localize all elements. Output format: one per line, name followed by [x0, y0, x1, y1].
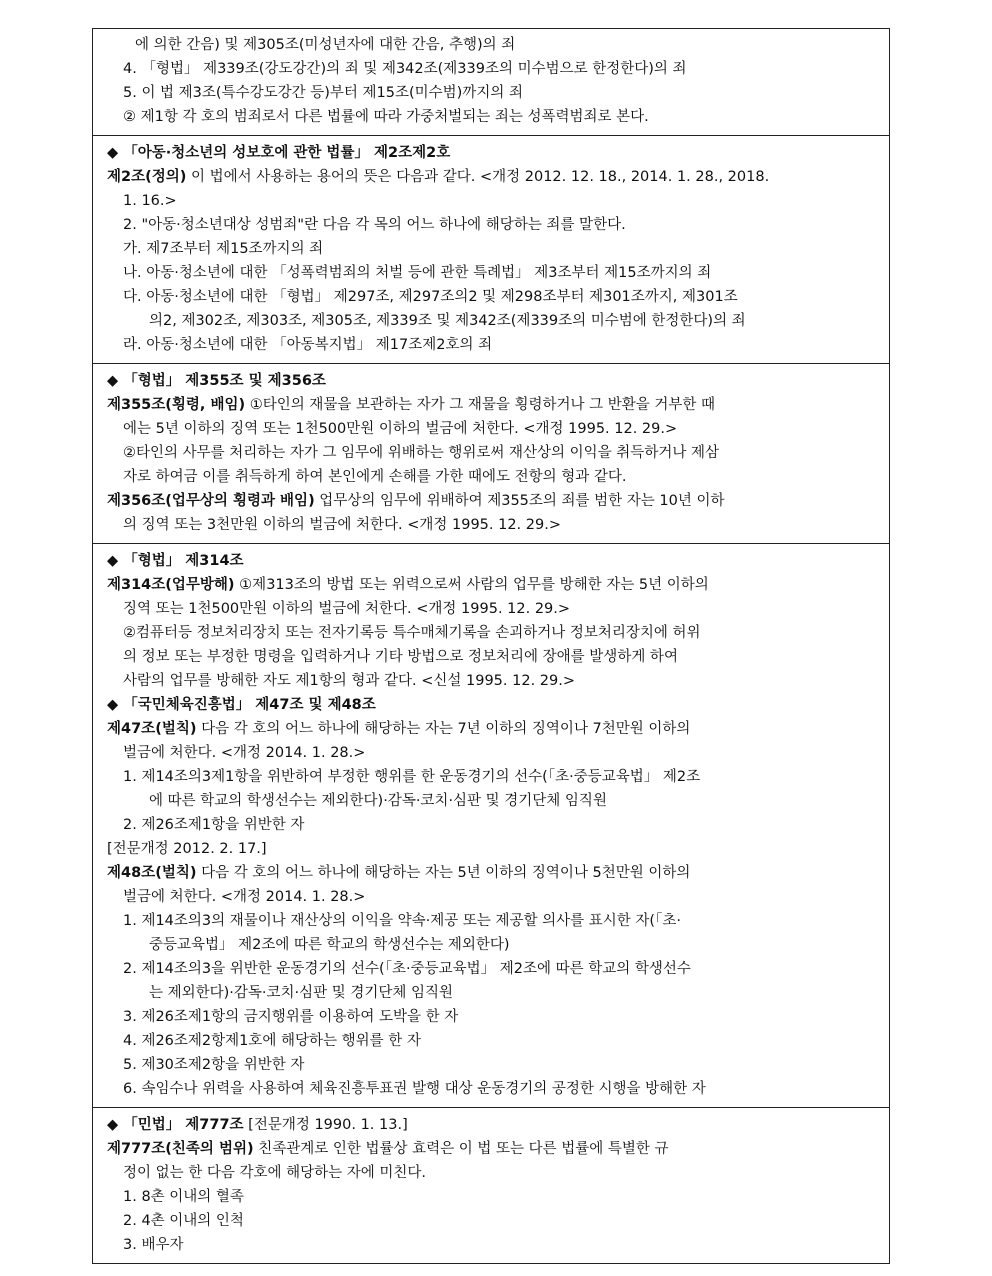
line-text: 1. 제14조의3의 재물이나 재산상의 이익을 약속·제공 또는 제공할 의사를 표시한 자(「초· [123, 913, 681, 929]
line-text: ② 제1항 각 호의 범죄로서 다른 법률에 따라 가중처벌되는 죄는 성폭력범죄로 본다. [123, 109, 649, 125]
article-label: 제48조(벌칙) [107, 865, 197, 881]
line-text: 3. 제26조제1항의 금지행위를 이용하여 도박을 한 자 [123, 1009, 459, 1025]
line-text: 라. 아동·청소년에 대한 「아동복지법」 제17조제2호의 죄 [123, 337, 493, 353]
text-line [107, 81, 877, 105]
text-line [107, 861, 877, 885]
law-section [93, 543, 889, 1107]
law-section [93, 1107, 889, 1263]
text-line [107, 1185, 877, 1209]
text-line [107, 1077, 877, 1101]
text-line [107, 1209, 877, 1233]
text-line [107, 213, 877, 237]
text-line [107, 57, 877, 81]
text-line [107, 1053, 877, 1077]
article-label: 제355조(횡령, 배임) [107, 397, 246, 413]
line-text: 에 따른 학교의 학생선수는 제외한다)·감독·코치·심판 및 경기단체 임직원 [149, 793, 607, 809]
section-title [107, 693, 877, 717]
text-line [107, 813, 877, 837]
line-text: 5. 이 법 제3조(특수강도강간 등)부터 제15조(미수범)까지의 죄 [123, 85, 523, 101]
line-text: 2. 제14조의3을 위반한 운동경기의 선수(「초·중등교육법」 제2조에 따른 학교의 학생선수 [123, 961, 691, 977]
line-text: 6. 속임수나 위력을 사용하여 체육진흥투표권 발행 대상 운동경기의 공정한 시행을 방해한 자 [123, 1081, 706, 1097]
line-text: 친족관계로 인한 법률상 효력은 이 법 또는 다른 법률에 특별한 규 [253, 1141, 669, 1157]
line-text: 4. 제26조제2항제1호에 해당하는 행위를 한 자 [123, 1033, 421, 1049]
line-text: 징역 또는 1천500만원 이하의 벌금에 처한다. <개정 1995. 12. 29.> [123, 601, 571, 617]
text-line [107, 741, 877, 765]
line-text: 2. 4촌 이내의 인척 [123, 1213, 244, 1229]
line-text: ①제313조의 방법 또는 위력으로써 사람의 업무를 방해한 자는 5년 이하의 [234, 577, 709, 593]
text-line [107, 597, 877, 621]
line-text: ②컴퓨터등 정보처리장치 또는 전자기록등 특수매체기록을 손괴하거나 정보처리장치에 허위 [123, 625, 701, 641]
line-text: 2. "아동·청소년대상 성범죄"란 다음 각 목의 어느 하나에 해당하는 죄를 말한다. [123, 217, 626, 233]
line-text: 5. 제30조제2항을 위반한 자 [123, 1057, 305, 1073]
line-text: 의 징역 또는 3천만원 이하의 벌금에 처한다. <개정 1995. 12. 29.> [123, 517, 561, 533]
line-text: 업무상의 임무에 위배하여 제355조의 죄를 범한 자는 10년 이하 [314, 493, 725, 509]
section-title-text: ◆ 「형법」 제355조 및 제356조 [107, 373, 326, 389]
line-text: 정이 없는 한 다음 각호에 해당하는 자에 미친다. [123, 1165, 427, 1181]
text-line [107, 1137, 877, 1161]
text-line [107, 1161, 877, 1185]
line-text: 2. 제26조제1항을 위반한 자 [123, 817, 305, 833]
text-line [107, 789, 877, 813]
line-text: 에 의한 간음) 및 제305조(미성년자에 대한 간음, 추행)의 죄 [135, 37, 516, 53]
text-line [107, 981, 877, 1005]
section-title [107, 1113, 877, 1137]
line-text: 1. 제14조의3제1항을 위반하여 부정한 행위를 한 운동경기의 선수(「초·중등교육법」 제2조 [123, 769, 701, 785]
text-line [107, 333, 877, 357]
text-line [107, 417, 877, 441]
line-text: 가. 제7조부터 제15조까지의 죄 [123, 241, 324, 257]
line-text: ◆ 「국민체육진흥법」 제47조 및 제48조 [107, 697, 376, 713]
line-text: 나. 아동·청소년에 대한 「성폭력범죄의 처벌 등에 관한 특례법」 제3조부터 제15조까지의 죄 [123, 265, 712, 281]
section-title-text: ◆ 「아동·청소년의 성보호에 관한 법률」 제2조제2호 [107, 145, 451, 161]
text-line [107, 489, 877, 513]
line-text: [전문개정 2012. 2. 17.] [107, 841, 267, 857]
line-text: 자로 하여금 이를 취득하게 하여 본인에게 손해를 가한 때에도 전항의 형과 같다. [123, 469, 627, 485]
text-line [107, 717, 877, 741]
line-text: 에는 5년 이하의 징역 또는 1천500만원 이하의 벌금에 처한다. <개정 1995. 12. 29.> [123, 421, 678, 437]
line-text: 중등교육법」 제2조에 따른 학교의 학생선수는 제외한다) [149, 937, 510, 953]
section-title [107, 141, 877, 165]
article-label: 제2조(정의) [107, 169, 187, 185]
article-label: 제47조(벌칙) [107, 721, 197, 737]
text-line [107, 513, 877, 537]
text-line [107, 957, 877, 981]
line-text: 다. 아동·청소년에 대한 「형법」 제297조, 제297조의2 및 제298조부터 제301조까지, 제301조 [123, 289, 738, 305]
line-text: ①타인의 재물을 보관하는 자가 그 재물을 횡령하거나 그 반환을 거부한 때 [245, 397, 716, 413]
section-title-text: ◆ 「형법」 제314조 [107, 553, 244, 569]
text-line [107, 885, 877, 909]
text-line [107, 465, 877, 489]
line-text: 사람의 업무를 방해한 자도 제1항의 형과 같다. <신설 1995. 12. 29.> [123, 673, 575, 689]
text-line [107, 393, 877, 417]
text-line [107, 1029, 877, 1053]
line-text: 의2, 제302조, 제303조, 제305조, 제339조 및 제342조(제339조의 미수범에 한정한다)의 죄 [149, 313, 746, 329]
text-line [107, 237, 877, 261]
section-title-note: [전문개정 1990. 1. 13.] [243, 1117, 408, 1133]
line-text: 벌금에 처한다. <개정 2014. 1. 28.> [123, 745, 366, 761]
line-text: 이 법에서 사용하는 용어의 뜻은 다음과 같다. <개정 2012. 12. 18., 2014. 1. 28., 2018. [186, 169, 770, 185]
law-document [92, 28, 890, 1264]
text-line [107, 933, 877, 957]
line-text: 다음 각 호의 어느 하나에 해당하는 자는 5년 이하의 징역이나 5천만원 이하의 [196, 865, 691, 881]
law-section [93, 135, 889, 363]
line-text: 1. 8촌 이내의 혈족 [123, 1189, 244, 1205]
line-text: 다음 각 호의 어느 하나에 해당하는 자는 7년 이하의 징역이나 7천만원 이하의 [196, 721, 691, 737]
article-label: 제314조(업무방해) [107, 577, 235, 593]
text-line [107, 261, 877, 285]
article-label: 제356조(업무상의 횡령과 배임) [107, 493, 315, 509]
text-line [107, 1005, 877, 1029]
text-line [107, 105, 877, 129]
line-text: 의 정보 또는 부정한 명령을 입력하거나 기타 방법으로 정보처리에 장애를 발생하게 하여 [123, 649, 678, 665]
line-text: ②타인의 사무를 처리하는 자가 그 임무에 위배하는 행위로써 재산상의 이익을 취득하거나 제삼 [123, 445, 719, 461]
section-title [107, 369, 877, 393]
line-text: 3. 배우자 [123, 1237, 184, 1253]
text-line [107, 573, 877, 597]
text-line [107, 669, 877, 693]
text-line [107, 621, 877, 645]
text-line [107, 309, 877, 333]
text-line [107, 189, 877, 213]
line-text: 는 제외한다)·감독·코치·심판 및 경기단체 임직원 [149, 985, 454, 1001]
line-text: 4. 「형법」 제339조(강도강간)의 죄 및 제342조(제339조의 미수범으로 한정한다)의 죄 [123, 61, 687, 77]
text-line [107, 33, 877, 57]
text-line [107, 765, 877, 789]
law-section [93, 29, 889, 135]
text-line [107, 441, 877, 465]
text-line [107, 1233, 877, 1257]
text-line [107, 285, 877, 309]
text-line [107, 837, 877, 861]
text-line [107, 645, 877, 669]
article-label: 제777조(친족의 범위) [107, 1141, 254, 1157]
law-section [93, 363, 889, 543]
text-line [107, 909, 877, 933]
text-line [107, 165, 877, 189]
section-title-text: ◆ 「민법」 제777조 [107, 1117, 244, 1133]
line-text: 벌금에 처한다. <개정 2014. 1. 28.> [123, 889, 366, 905]
line-text: 1. 16.> [123, 193, 177, 209]
section-title [107, 549, 877, 573]
